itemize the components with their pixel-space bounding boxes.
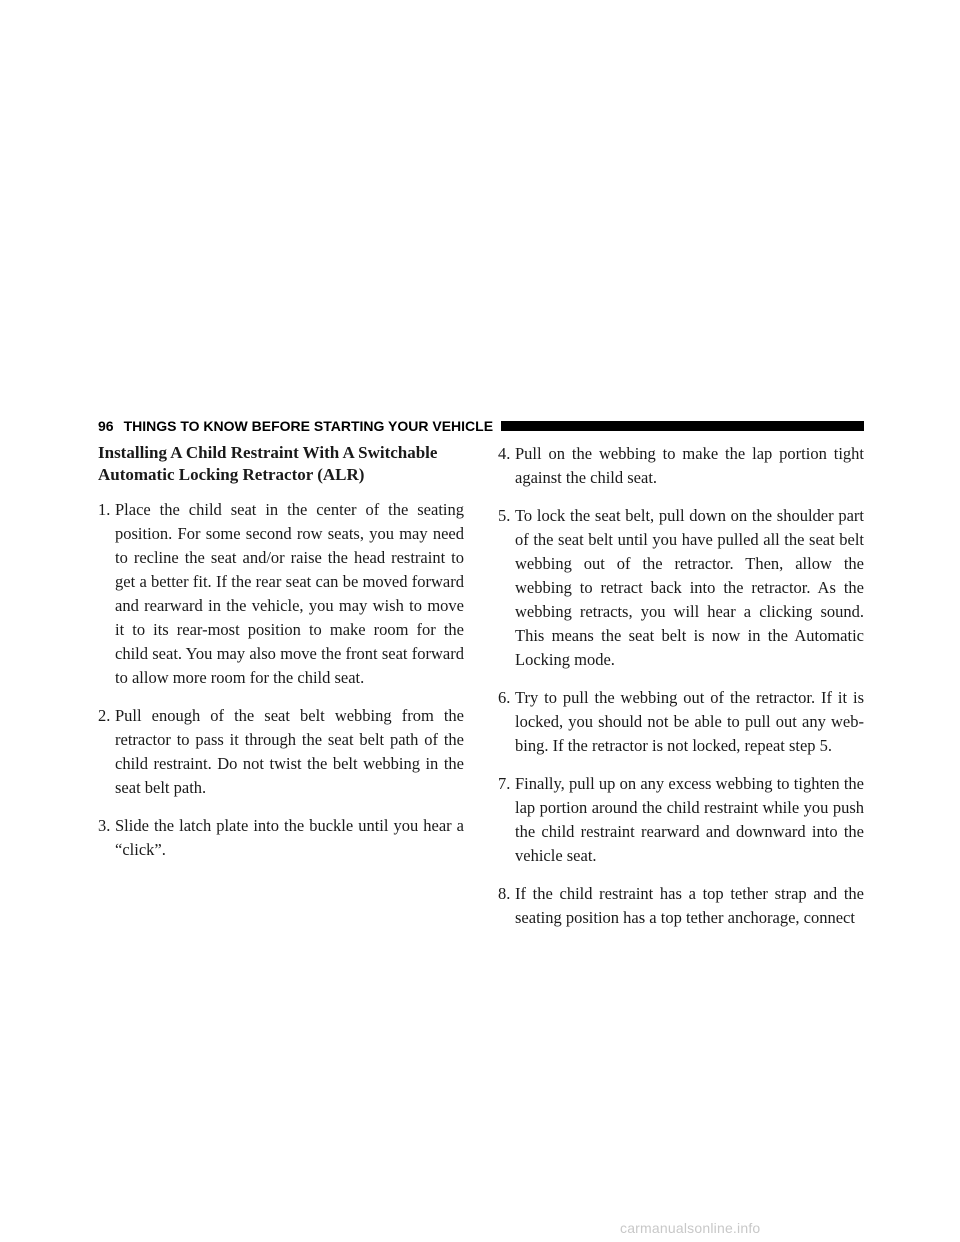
step-text: Place the child seat in the center of the seating position. For some second row seats, you may need to recline the seat and/or raise the head restraint to get a better fit. If the rear seat can be moved forward and rearward in the vehicle, you may wish to move it to its rear-most position to make room for the child seat. You may also move the front seat forward to allow more room for the child seat. [115, 500, 464, 687]
left-column [98, 442, 464, 876]
step-text: To lock the seat belt, pull down on the shoulder part of the seat belt until you have pulled all the seat belt webbing out of the retractor. Then, allow the webbing to retract back into the retractor. As the webbing retracts, you will hear a clicking sound. This means the seat belt is now in the Automatic Locking mode. [515, 506, 864, 669]
list-item [498, 772, 864, 868]
subheading-line-2: Automatic Locking Retractor (ALR) [98, 465, 365, 484]
section-title: THINGS TO KNOW BEFORE STARTING YOUR VEHICLE [123, 418, 494, 434]
page-number: 96 [98, 418, 114, 434]
steps-list-left [98, 498, 464, 862]
step-number: 2. [98, 706, 111, 725]
step-number: 4. [498, 444, 511, 463]
step-text: Pull on the webbing to make the lap portion tight against the child seat. [515, 444, 864, 487]
subheading-line-1: Installing A Child Restraint With A Switchable [98, 443, 438, 462]
step-number: 6. [498, 688, 511, 707]
step-text: Finally, pull up on any excess webbing to tighten the lap portion around the child restraint while you push the child restraint rearward and downward into the vehicle seat. [515, 774, 864, 865]
step-number: 8. [498, 884, 511, 903]
list-item [498, 442, 864, 490]
step-text: Try to pull the webbing out of the retractor. If it is locked, you should not be able to pull out any web-bing. If the retractor is not locked, repeat step 5. [515, 688, 864, 755]
list-item [98, 498, 464, 690]
step-number: 5. [498, 506, 511, 525]
step-text: Slide the latch plate into the buckle until you hear a “click”. [115, 816, 464, 859]
list-item [98, 704, 464, 800]
list-item [498, 504, 864, 672]
page-header [98, 416, 864, 436]
watermark: carmanualsonline.info [620, 1220, 761, 1236]
list-item [498, 686, 864, 758]
right-column [498, 442, 864, 930]
list-item [498, 882, 864, 930]
header-rule [501, 421, 864, 431]
step-number: 7. [498, 774, 511, 793]
step-number: 1. [98, 500, 111, 519]
step-text: If the child restraint has a top tether strap and the seating position has a top tether anchorage, connect [515, 884, 864, 927]
list-item [98, 814, 464, 862]
subheading [98, 442, 464, 486]
steps-list-right [498, 442, 864, 930]
step-number: 3. [98, 816, 111, 835]
step-text: Pull enough of the seat belt webbing from the retractor to pass it through the seat belt path of the child restraint. Do not twist the belt webbing in the seat belt path. [115, 706, 464, 797]
